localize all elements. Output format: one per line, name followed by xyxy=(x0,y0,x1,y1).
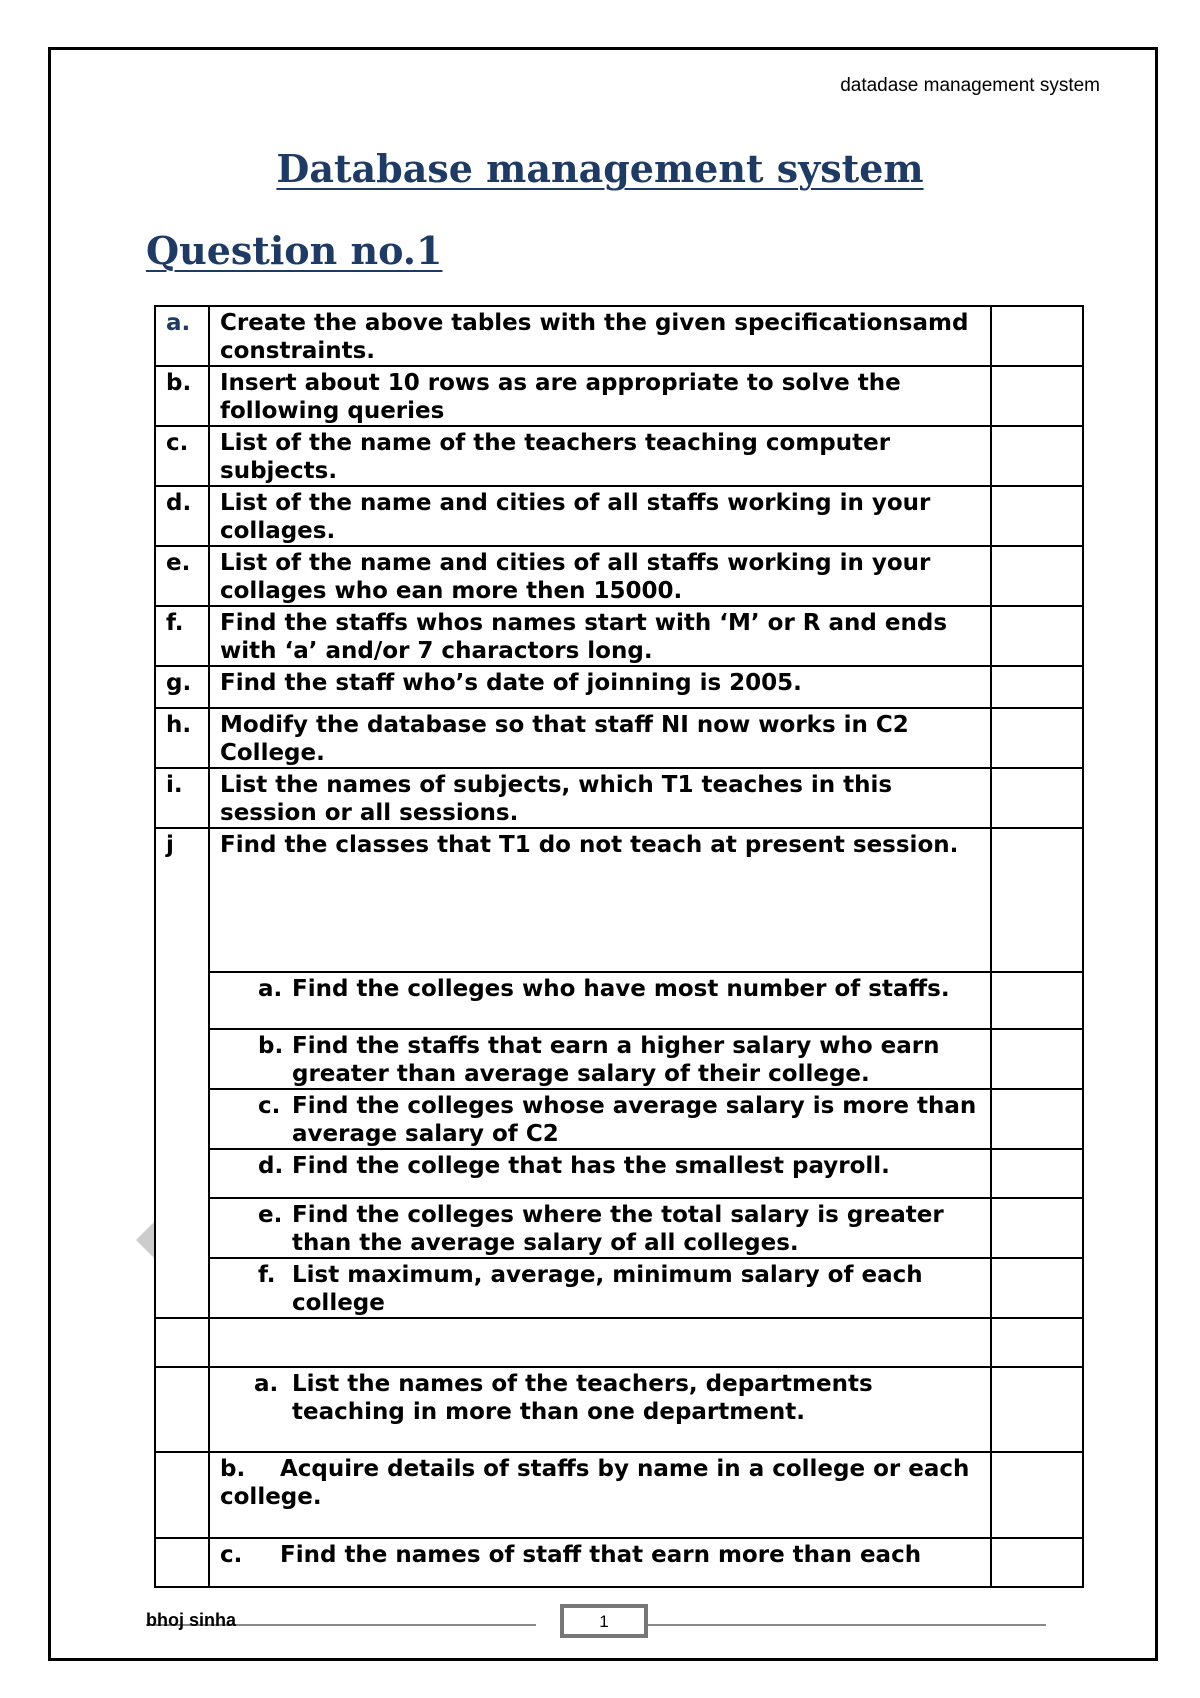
table-row xyxy=(155,1198,1083,1258)
table-row xyxy=(155,1029,1083,1089)
table-row xyxy=(155,972,1083,1029)
page-number: 1 xyxy=(560,1604,648,1638)
sub-item-label: b. xyxy=(258,1033,284,1059)
table-row xyxy=(155,1538,1083,1587)
table-row xyxy=(155,708,1083,768)
row-empty-cell xyxy=(991,1198,1083,1258)
row-empty-cell xyxy=(991,828,1083,972)
row-empty-cell xyxy=(991,1318,1083,1367)
sub-item-label: f. xyxy=(258,1262,276,1288)
sub-item xyxy=(209,1452,991,1538)
questions-table xyxy=(154,305,1084,1588)
sub-item-label: c. xyxy=(258,1093,281,1119)
row-text: Modify the database so that staff NI now works in C2 College. xyxy=(209,708,991,768)
row-empty-cell xyxy=(991,708,1083,768)
sub-item-label: a. xyxy=(254,1371,279,1397)
sub-item xyxy=(209,1258,991,1318)
row-empty-cell xyxy=(155,1452,209,1538)
question-heading: Question no.1 xyxy=(146,228,443,273)
row-empty-cell xyxy=(991,1538,1083,1587)
table-row xyxy=(155,1367,1083,1452)
sub-item-text: Find the colleges whose average salary is more than average salary of C2 xyxy=(292,1093,977,1147)
sub-item-label: d. xyxy=(258,1153,284,1179)
sub-item-label: e. xyxy=(258,1202,283,1228)
sub-item-text: Find the college that has the smallest payroll. xyxy=(292,1153,890,1179)
row-text: Find the classes that T1 do not teach at present session. xyxy=(209,828,991,972)
row-text: List of the name and cities of all staffs working in your collages who ean more then 15000. xyxy=(209,546,991,606)
sub-item-text: Find the staffs that earn a higher salary who earn greater than average salary of their college. xyxy=(292,1033,940,1087)
document-title: Database management system xyxy=(276,146,924,191)
row-label: e. xyxy=(155,546,209,606)
sub-item xyxy=(209,1149,991,1198)
sub-item-text: Find the colleges who have most number of staffs. xyxy=(292,976,950,1002)
sub-item-label: c. xyxy=(220,1542,243,1568)
running-header: datadase management system xyxy=(840,75,1100,96)
row-text: Insert about 10 rows as are appropriate to solve the following queries xyxy=(209,366,991,426)
table-row xyxy=(155,1258,1083,1318)
row-empty-cell xyxy=(991,606,1083,666)
sub-item-label: a. xyxy=(258,976,283,1002)
row-empty-cell xyxy=(155,1318,209,1367)
row-empty-cell xyxy=(991,1258,1083,1318)
row-text: Find the staff who’s date of joinning is 2005. xyxy=(209,666,991,708)
table-row xyxy=(155,306,1083,366)
row-text: List of the name of the teachers teaching computer subjects. xyxy=(209,426,991,486)
row-empty-cell xyxy=(991,1149,1083,1198)
row-text: List of the name and cities of all staffs working in your collages. xyxy=(209,486,991,546)
footer-author: bhoj sinha xyxy=(146,1610,236,1630)
row-empty-cell xyxy=(991,972,1083,1029)
row-label: j xyxy=(155,828,209,1318)
row-text: List the names of subjects, which T1 teaches in this session or all sessions. xyxy=(209,768,991,828)
row-empty-cell xyxy=(991,486,1083,546)
sub-item-text: List the names of the teachers, departments teaching in more than one department. xyxy=(292,1371,873,1425)
table-row xyxy=(155,828,1083,972)
row-empty-cell xyxy=(991,546,1083,606)
row-label: b. xyxy=(155,366,209,426)
row-label: c. xyxy=(155,426,209,486)
table-row xyxy=(155,1452,1083,1538)
row-label: g. xyxy=(155,666,209,708)
row-empty-cell xyxy=(991,366,1083,426)
row-empty-cell xyxy=(991,426,1083,486)
row-empty-cell xyxy=(155,1538,209,1587)
table-row xyxy=(155,426,1083,486)
row-text: Find the staffs whos names start with ‘M’ or R and ends with ‘a’ and/or 7 charactors long. xyxy=(209,606,991,666)
table-row xyxy=(155,1089,1083,1149)
sub-item xyxy=(209,1029,991,1089)
sub-item-label: b. xyxy=(220,1456,246,1482)
row-empty-cell xyxy=(991,666,1083,708)
footer-rule-right xyxy=(640,1624,1046,1626)
row-label: h. xyxy=(155,708,209,768)
row-empty-cell xyxy=(991,1452,1083,1538)
sub-item xyxy=(209,1367,991,1452)
row-empty-cell xyxy=(209,1318,991,1367)
sub-item-text: Acquire details of staffs by name in a college or each college. xyxy=(220,1456,970,1510)
row-label: a. xyxy=(155,306,209,366)
table-row xyxy=(155,666,1083,708)
sub-item-text: Find the colleges where the total salary is greater than the average salary of all colleges. xyxy=(292,1202,944,1256)
table-row xyxy=(155,1318,1083,1367)
row-empty-cell xyxy=(155,1367,209,1452)
table-row xyxy=(155,606,1083,666)
row-empty-cell xyxy=(991,1367,1083,1452)
table-row xyxy=(155,768,1083,828)
row-empty-cell xyxy=(991,1089,1083,1149)
sub-item xyxy=(209,1538,991,1587)
sub-item-text: List maximum, average, minimum salary of each college xyxy=(292,1262,923,1316)
table-row xyxy=(155,546,1083,606)
table-row xyxy=(155,486,1083,546)
row-text: Create the above tables with the given specificationsamd constraints. xyxy=(209,306,991,366)
sub-item-text: Find the names of staff that earn more than each xyxy=(280,1542,922,1568)
row-empty-cell xyxy=(991,306,1083,366)
sub-item xyxy=(209,1198,991,1258)
table-row xyxy=(155,1149,1083,1198)
table-row xyxy=(155,366,1083,426)
side-marker-icon xyxy=(136,1222,154,1258)
sub-item xyxy=(209,1089,991,1149)
row-label: f. xyxy=(155,606,209,666)
row-empty-cell xyxy=(991,768,1083,828)
row-label: d. xyxy=(155,486,209,546)
row-empty-cell xyxy=(991,1029,1083,1089)
sub-item xyxy=(209,972,991,1029)
row-label: i. xyxy=(155,768,209,828)
